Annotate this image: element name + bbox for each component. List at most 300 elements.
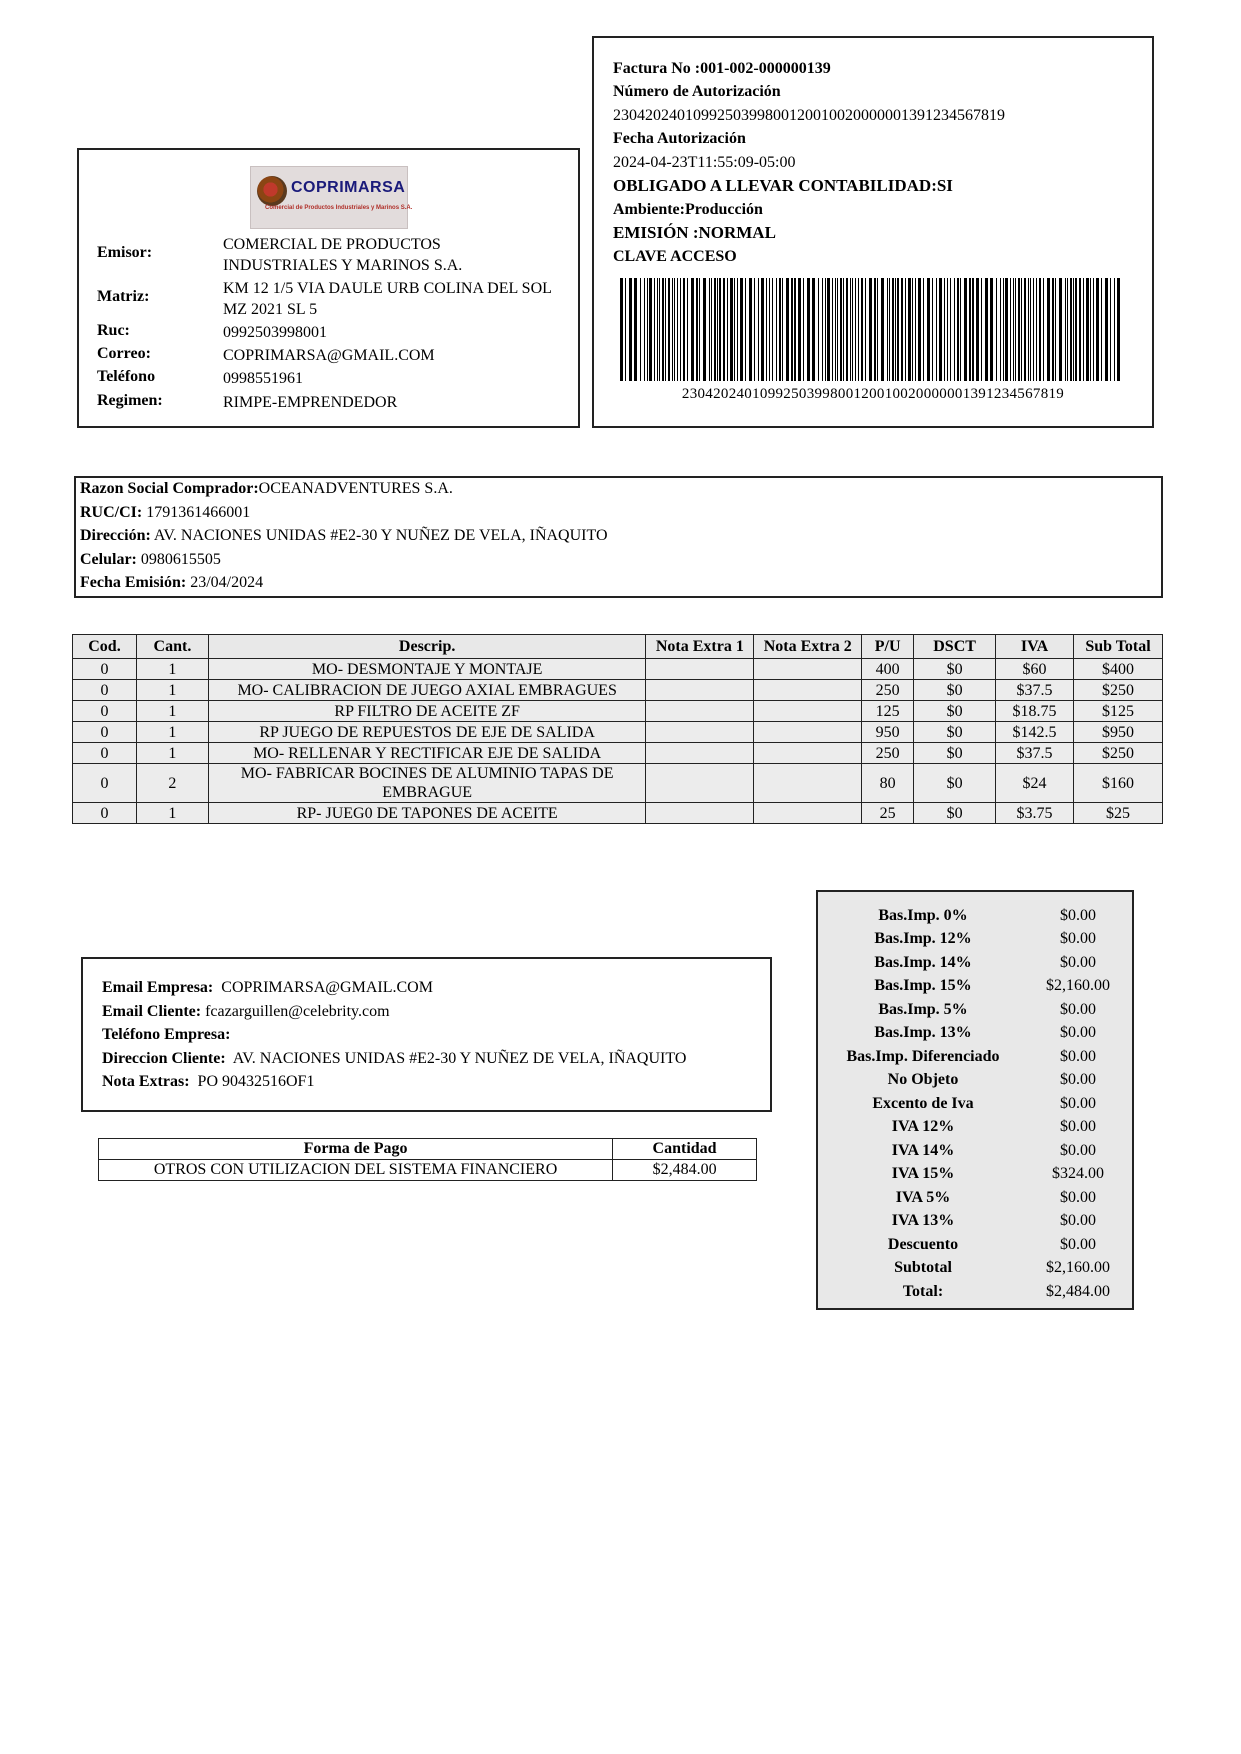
barcode-bar bbox=[1067, 278, 1068, 381]
barcode-bar bbox=[1018, 278, 1020, 381]
barcode-bar bbox=[905, 278, 906, 381]
cell: 0 bbox=[73, 701, 137, 722]
totales-label: Descuento bbox=[887, 1236, 959, 1253]
barcode-bar bbox=[657, 278, 658, 381]
totales-label: Bas.Imp. Diferenciado bbox=[846, 1048, 1000, 1065]
cell: $125 bbox=[1074, 701, 1163, 722]
barcode-number: 2304202401099250399800120010020000001391234567819 bbox=[681, 386, 1065, 402]
regimen-value: RIMPE-EMPRENDEDOR bbox=[223, 394, 398, 411]
cell: $25 bbox=[1074, 803, 1163, 824]
barcode-bar bbox=[696, 278, 698, 381]
totales-value: $0.00 bbox=[1060, 1048, 1096, 1065]
totales-label: Bas.Imp. 14% bbox=[874, 954, 972, 971]
barcode-bar bbox=[647, 278, 648, 381]
cell bbox=[754, 764, 862, 803]
razon-social-row bbox=[80, 480, 453, 498]
cell: $24 bbox=[996, 764, 1074, 803]
barcode-bar bbox=[803, 278, 804, 381]
barcode-bar bbox=[1117, 278, 1120, 381]
barcode-bar bbox=[772, 278, 773, 381]
razon-social-value: OCEANADVENTURES S.A. bbox=[258, 480, 453, 497]
barcode-bar bbox=[918, 278, 921, 381]
barcode-bar bbox=[923, 278, 924, 381]
email-empresa-row bbox=[102, 979, 433, 997]
barcode-bar bbox=[719, 278, 721, 381]
cell bbox=[754, 680, 862, 701]
barcode-bar bbox=[683, 278, 685, 381]
cell: 0 bbox=[73, 659, 137, 680]
cell: 400 bbox=[862, 659, 914, 680]
cell: $0 bbox=[914, 680, 996, 701]
barcode-bar bbox=[960, 278, 961, 381]
detalle-table bbox=[72, 634, 1163, 824]
logo-tagline: Comercial de Productos Industriales y Marinos S.A. bbox=[265, 205, 413, 211]
barcode-bar bbox=[1028, 278, 1029, 381]
barcode-bar bbox=[1003, 278, 1004, 381]
barcode-bar bbox=[766, 278, 767, 381]
barcode-bar bbox=[897, 278, 899, 381]
barcode-bar bbox=[908, 278, 911, 381]
totales-value: $0.00 bbox=[1060, 1118, 1096, 1135]
barcode-bar bbox=[912, 278, 913, 381]
col-header: Nota Extra 2 bbox=[754, 635, 862, 659]
totales-value: $0.00 bbox=[1060, 1142, 1096, 1159]
barcode-bar bbox=[769, 278, 770, 381]
direccion-row bbox=[80, 527, 608, 545]
cell: $250 bbox=[1074, 680, 1163, 701]
barcode-bar bbox=[1043, 278, 1044, 381]
fecha-emision-value: 23/04/2024 bbox=[190, 574, 264, 591]
autorizacion-value: 2304202401099250399800120010020000001391234567819 bbox=[613, 107, 1005, 124]
direccion-value: AV. NACIONES UNIDAS #E2-30 Y NUÑEZ DE VELA, IÑAQUITO bbox=[153, 527, 608, 544]
barcode-bar bbox=[881, 278, 884, 381]
barcode-bar bbox=[969, 278, 971, 381]
celular-value: 0980615505 bbox=[140, 551, 221, 568]
forma-pago-table bbox=[98, 1138, 757, 1181]
barcode-bar bbox=[786, 278, 789, 381]
telefono-label: Teléfono bbox=[97, 368, 156, 385]
extras-box bbox=[81, 957, 772, 1112]
barcode-bar bbox=[976, 278, 979, 381]
cell: 1 bbox=[136, 701, 208, 722]
table-row bbox=[73, 701, 1163, 722]
barcode-bar bbox=[691, 278, 694, 381]
nota-extras-value: PO 90432516OF1 bbox=[197, 1073, 315, 1090]
col-header: Cod. bbox=[73, 635, 137, 659]
col-header: Nota Extra 1 bbox=[646, 635, 754, 659]
barcode-bar bbox=[779, 278, 781, 381]
cell: $0 bbox=[914, 659, 996, 680]
logo-emblem-icon bbox=[257, 176, 287, 206]
email-empresa-label: Email Empresa: bbox=[102, 979, 214, 996]
barcode-bar bbox=[782, 278, 783, 381]
barcode-bar bbox=[1055, 278, 1056, 381]
cell: $2,484.00 bbox=[613, 1160, 757, 1181]
barcode-bar bbox=[703, 278, 706, 381]
barcode-bar bbox=[1010, 278, 1011, 381]
matriz-value: KM 12 1/5 VIA DAULE URB COLINA DEL SOL MZ 2021 SL 5 bbox=[223, 280, 552, 318]
totales-label: IVA 5% bbox=[895, 1189, 951, 1206]
table-row bbox=[73, 743, 1163, 764]
col-header: Cantidad bbox=[613, 1139, 757, 1160]
totales-value: $0.00 bbox=[1060, 954, 1096, 971]
barcode-bar bbox=[798, 278, 801, 381]
barcode-bar bbox=[644, 278, 645, 381]
totales-label: Bas.Imp. 5% bbox=[878, 1001, 968, 1018]
table-row bbox=[73, 764, 1163, 803]
barcode-bar bbox=[1047, 278, 1050, 381]
barcode-bar bbox=[640, 278, 641, 381]
emisor-label: Emisor: bbox=[97, 244, 153, 261]
cell: 0 bbox=[73, 680, 137, 701]
fecha-emision-label: Fecha Emisión: bbox=[80, 574, 187, 591]
regimen-label: Regimen: bbox=[97, 392, 163, 409]
cell: 0 bbox=[73, 764, 137, 803]
barcode-bar bbox=[740, 278, 743, 381]
cell: RP- JUEG0 DE TAPONES DE ACEITE bbox=[208, 803, 645, 824]
cell bbox=[754, 701, 862, 722]
barcode-bar bbox=[727, 278, 728, 381]
table-row bbox=[73, 722, 1163, 743]
barcode-bar bbox=[1065, 278, 1066, 381]
barcode-bar bbox=[822, 278, 823, 381]
fecha-autorizacion-value: 2024-04-23T11:55:09-05:00 bbox=[613, 154, 796, 171]
totales-label: No Objeto bbox=[887, 1071, 959, 1088]
table-row bbox=[73, 680, 1163, 701]
cell bbox=[646, 680, 754, 701]
cell: $250 bbox=[1074, 743, 1163, 764]
cell: 250 bbox=[862, 680, 914, 701]
totales-value: $2,160.00 bbox=[1046, 977, 1110, 994]
barcode-bar bbox=[761, 278, 764, 381]
telefono-empresa-label: Teléfono Empresa: bbox=[102, 1026, 231, 1043]
barcode-bar bbox=[927, 278, 930, 381]
cell bbox=[754, 743, 862, 764]
barcode-bar bbox=[889, 278, 890, 381]
col-header: IVA bbox=[996, 635, 1074, 659]
barcode-bar bbox=[1093, 278, 1094, 381]
cell: MO- RELLENAR Y RECTIFICAR EJE DE SALIDA bbox=[208, 743, 645, 764]
totales-value: $0.00 bbox=[1060, 1095, 1096, 1112]
barcode-bar bbox=[855, 278, 856, 381]
cell: 1 bbox=[136, 743, 208, 764]
company-logo bbox=[250, 166, 413, 229]
barcode-bar bbox=[709, 278, 710, 381]
ruc-ci-value: 1791361466001 bbox=[146, 504, 251, 521]
barcode-bar bbox=[665, 278, 666, 381]
barcode-bar bbox=[677, 278, 678, 381]
cell: OTROS CON UTILIZACION DEL SISTEMA FINANCIERO bbox=[99, 1160, 613, 1181]
barcode-bar bbox=[947, 278, 948, 381]
cell: 125 bbox=[862, 701, 914, 722]
totales-value: $2,484.00 bbox=[1046, 1283, 1110, 1300]
barcode-bar bbox=[662, 278, 664, 381]
barcode-bar bbox=[1090, 278, 1091, 381]
barcode-bar bbox=[699, 278, 700, 381]
totales-value: $324.00 bbox=[1052, 1165, 1104, 1182]
cell: $950 bbox=[1074, 722, 1163, 743]
email-cliente-label: Email Cliente: bbox=[102, 1003, 202, 1020]
factura-box bbox=[592, 36, 1154, 428]
barcode-bar bbox=[832, 278, 833, 381]
barcode-bar bbox=[939, 278, 942, 381]
cell: $60 bbox=[996, 659, 1074, 680]
cell: 0 bbox=[73, 743, 137, 764]
cell: RP FILTRO DE ACEITE ZF bbox=[208, 701, 645, 722]
barcode-bar bbox=[981, 278, 982, 381]
matriz-label: Matriz: bbox=[97, 288, 150, 305]
barcode-bar bbox=[625, 278, 626, 381]
ruc-ci-label: RUC/CI: bbox=[80, 504, 143, 521]
barcode-bar bbox=[887, 278, 888, 381]
barcode-bar bbox=[1070, 278, 1072, 381]
cell bbox=[646, 764, 754, 803]
cell: 1 bbox=[136, 680, 208, 701]
direccion-cliente-value: AV. NACIONES UNIDAS #E2-30 Y NUÑEZ DE VELA, IÑAQUITO bbox=[232, 1050, 687, 1067]
ruc-label: Ruc: bbox=[97, 322, 130, 339]
ruc-ci-row bbox=[80, 504, 250, 522]
email-cliente-row bbox=[102, 1003, 390, 1021]
barcode-bar bbox=[1024, 278, 1026, 381]
barcode-bar bbox=[812, 278, 815, 381]
clave-acceso-label: CLAVE ACCESO bbox=[613, 248, 737, 265]
barcode-bar bbox=[1052, 278, 1054, 381]
barcode-bar bbox=[846, 278, 848, 381]
barcode-bar bbox=[877, 278, 878, 381]
contabilidad: OBLIGADO A LLEVAR CONTABILIDAD:SI bbox=[613, 176, 953, 195]
barcode bbox=[620, 278, 1120, 381]
barcode-bar bbox=[1000, 278, 1001, 381]
comprador-box bbox=[74, 476, 1163, 598]
cell: MO- CALIBRACION DE JUEGO AXIAL EMBRAGUES bbox=[208, 680, 645, 701]
cell: 25 bbox=[862, 803, 914, 824]
barcode-bar bbox=[825, 278, 826, 381]
barcode-bar bbox=[1036, 278, 1037, 381]
ambiente: Ambiente:Producción bbox=[613, 201, 763, 218]
barcode-bar bbox=[1075, 278, 1077, 381]
autorizacion-label: Número de Autorización bbox=[613, 83, 781, 100]
barcode-bar bbox=[990, 278, 993, 381]
totales-label: Excento de Iva bbox=[872, 1095, 974, 1112]
cell: $18.75 bbox=[996, 701, 1074, 722]
barcode-bar bbox=[649, 278, 652, 381]
cell: $0 bbox=[914, 764, 996, 803]
email-cliente-value: fcazarguillen@celebrity.com bbox=[205, 1003, 390, 1020]
table-row bbox=[73, 803, 1163, 824]
barcode-bar bbox=[734, 278, 735, 381]
col-header: DSCT bbox=[914, 635, 996, 659]
direccion-cliente-label: Direccion Cliente: bbox=[102, 1050, 226, 1067]
barcode-bar bbox=[818, 278, 819, 381]
barcode-bar bbox=[972, 278, 974, 381]
barcode-bar bbox=[837, 278, 838, 381]
totales-label: Bas.Imp. 12% bbox=[874, 930, 972, 947]
cell bbox=[754, 803, 862, 824]
barcode-bar bbox=[996, 278, 997, 381]
barcode-bar bbox=[1021, 278, 1022, 381]
table-row bbox=[73, 659, 1163, 680]
barcode-bar bbox=[1086, 278, 1089, 381]
barcode-bar bbox=[717, 278, 718, 381]
barcode-bar bbox=[1079, 278, 1081, 381]
barcode-bar bbox=[794, 278, 796, 381]
barcode-bar bbox=[758, 278, 759, 381]
barcode-bar bbox=[1015, 278, 1016, 381]
telefono-value: 0998551961 bbox=[223, 370, 303, 387]
barcode-bar bbox=[711, 278, 712, 381]
barcode-bar bbox=[634, 278, 637, 381]
barcode-bar bbox=[1096, 278, 1099, 381]
barcode-bar bbox=[827, 278, 830, 381]
barcode-bar bbox=[874, 278, 876, 381]
barcode-bar bbox=[807, 278, 810, 381]
emision: EMISIÓN :NORMAL bbox=[613, 223, 776, 242]
emisor-value: COMERCIAL DE PRODUCTOS INDUSTRIALES Y MARINOS S.A. bbox=[223, 236, 463, 274]
cell: $160 bbox=[1074, 764, 1163, 803]
direccion-cliente-row bbox=[102, 1050, 686, 1068]
barcode-bar bbox=[791, 278, 793, 381]
cell: $0 bbox=[914, 722, 996, 743]
barcode-bar bbox=[850, 278, 851, 381]
barcode-bar bbox=[1105, 278, 1108, 381]
totales-label: IVA 12% bbox=[891, 1118, 955, 1135]
totales-label: IVA 15% bbox=[891, 1165, 955, 1182]
cell bbox=[646, 722, 754, 743]
cell: MO- DESMONTAJE Y MONTAJE bbox=[208, 659, 645, 680]
celular-row bbox=[80, 551, 221, 569]
barcode-bar bbox=[964, 278, 967, 381]
col-header: Forma de Pago bbox=[99, 1139, 613, 1160]
correo-value: COPRIMARSA@GMAIL.COM bbox=[223, 347, 435, 364]
barcode-bar bbox=[840, 278, 842, 381]
totales-label: Bas.Imp. 13% bbox=[874, 1024, 972, 1041]
col-header: Descrip. bbox=[208, 635, 645, 659]
cell: 1 bbox=[136, 659, 208, 680]
celular-label: Celular: bbox=[80, 551, 137, 568]
emisor-box bbox=[77, 148, 580, 428]
barcode-bar bbox=[1059, 278, 1062, 381]
totales-label: IVA 14% bbox=[891, 1142, 955, 1159]
barcode-bar bbox=[936, 278, 937, 381]
barcode-bar bbox=[858, 278, 859, 381]
barcode-bar bbox=[843, 278, 844, 381]
barcode-bar bbox=[714, 278, 716, 381]
cell bbox=[646, 743, 754, 764]
barcode-bar bbox=[1083, 278, 1084, 381]
nota-extras-label: Nota Extras: bbox=[102, 1073, 190, 1090]
totales-value: $0.00 bbox=[1060, 1212, 1096, 1229]
barcode-bar bbox=[737, 278, 738, 381]
fecha-autorizacion-label: Fecha Autorización bbox=[613, 130, 746, 147]
totales-label: Subtotal bbox=[894, 1259, 952, 1276]
logo-text: COPRIMARSA bbox=[291, 179, 406, 196]
barcode-bar bbox=[672, 278, 673, 381]
cell: 0 bbox=[73, 803, 137, 824]
table-row bbox=[99, 1160, 757, 1181]
barcode-bar bbox=[892, 278, 894, 381]
barcode-bar bbox=[745, 278, 746, 381]
barcode-bar bbox=[865, 278, 866, 381]
barcode-bar bbox=[901, 278, 903, 381]
totales-value: $0.00 bbox=[1060, 1071, 1096, 1088]
barcode-bar bbox=[950, 278, 951, 381]
totales-value: $2,160.00 bbox=[1046, 1259, 1110, 1276]
email-empresa-value: COPRIMARSA@GMAIL.COM bbox=[221, 979, 433, 996]
barcode-bar bbox=[1114, 278, 1115, 381]
barcode-bar bbox=[659, 278, 660, 381]
barcode-bar bbox=[754, 278, 755, 381]
cell: $0 bbox=[914, 743, 996, 764]
barcode-bar bbox=[749, 278, 752, 381]
cell: 0 bbox=[73, 722, 137, 743]
cell: 80 bbox=[862, 764, 914, 803]
barcode-bar bbox=[1005, 278, 1008, 381]
cell bbox=[754, 659, 862, 680]
barcode-bar bbox=[620, 278, 623, 381]
barcode-bar bbox=[723, 278, 725, 381]
cell: 2 bbox=[136, 764, 208, 803]
totales-value: $0.00 bbox=[1060, 907, 1096, 924]
barcode-bar bbox=[957, 278, 959, 381]
barcode-bar bbox=[629, 278, 632, 381]
cell bbox=[646, 659, 754, 680]
barcode-bar bbox=[954, 278, 955, 381]
razon-social-label: Razon Social Comprador: bbox=[80, 480, 259, 497]
totales-value: $0.00 bbox=[1060, 930, 1096, 947]
barcode-bar bbox=[1073, 278, 1074, 381]
factura-numero: Factura No :001-002-000000139 bbox=[613, 60, 831, 77]
nota-extras-row bbox=[102, 1073, 314, 1091]
barcode-bar bbox=[915, 278, 916, 381]
cell: $37.5 bbox=[996, 680, 1074, 701]
cell: $400 bbox=[1074, 659, 1163, 680]
barcode-bar bbox=[861, 278, 863, 381]
totales-label: Bas.Imp. 0% bbox=[878, 907, 968, 924]
cell: MO- FABRICAR BOCINES DE ALUMINIO TAPAS DE EMBRAGUE bbox=[208, 764, 645, 803]
barcode-bar bbox=[1030, 278, 1031, 381]
col-header: Cant. bbox=[136, 635, 208, 659]
totales-value: $0.00 bbox=[1060, 1001, 1096, 1018]
cell bbox=[646, 803, 754, 824]
cell: $0 bbox=[914, 701, 996, 722]
barcode-bar bbox=[869, 278, 872, 381]
table-header-row bbox=[73, 635, 1163, 659]
barcode-bar bbox=[1033, 278, 1034, 381]
barcode-bar bbox=[835, 278, 836, 381]
cell: 250 bbox=[862, 743, 914, 764]
totales-value: $0.00 bbox=[1060, 1236, 1096, 1253]
barcode-bar bbox=[668, 278, 670, 381]
totales-label: Total: bbox=[902, 1283, 944, 1300]
barcode-bar bbox=[674, 278, 675, 381]
barcode-bar bbox=[654, 278, 655, 381]
barcode-bar bbox=[776, 278, 777, 381]
barcode-bar bbox=[852, 278, 853, 381]
totales-value: $0.00 bbox=[1060, 1189, 1096, 1206]
cell: $0 bbox=[914, 803, 996, 824]
col-header: P/U bbox=[862, 635, 914, 659]
barcode-bar bbox=[680, 278, 681, 381]
col-header: Sub Total bbox=[1074, 635, 1163, 659]
cell: $3.75 bbox=[996, 803, 1074, 824]
totales-box bbox=[816, 890, 1134, 1310]
cell bbox=[754, 722, 862, 743]
correo-label: Correo: bbox=[97, 345, 151, 362]
ruc-value: 0992503998001 bbox=[223, 324, 327, 341]
barcode-bar bbox=[944, 278, 945, 381]
table-header-row bbox=[99, 1139, 757, 1160]
cell: RP JUEGO DE REPUESTOS DE EJE DE SALIDA bbox=[208, 722, 645, 743]
